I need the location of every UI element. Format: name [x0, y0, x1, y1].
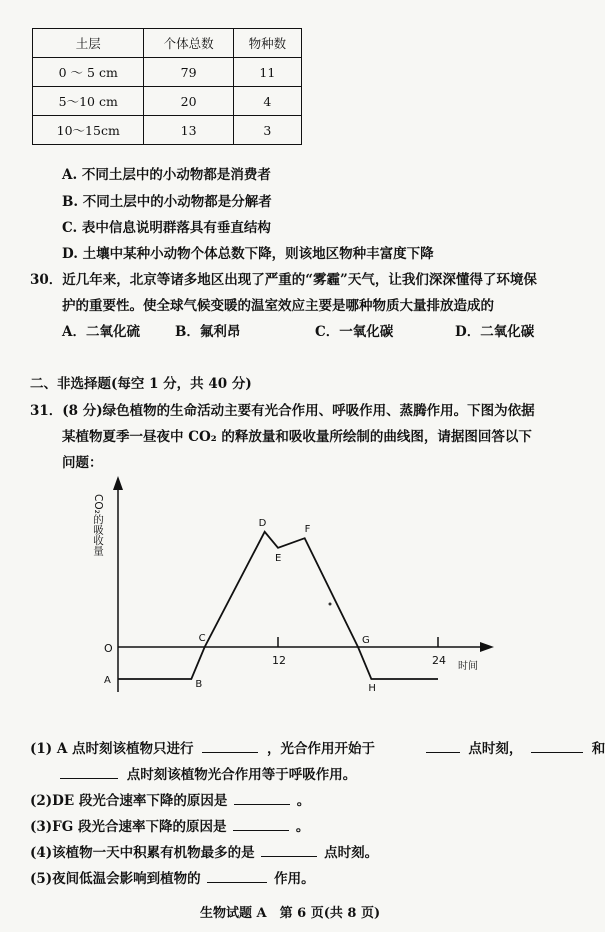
- text: ，光合作用开始于: [266, 741, 375, 757]
- point-label-a: A: [104, 675, 111, 686]
- text: (1) A 点时刻该植物只进行: [30, 741, 194, 757]
- x-tick-label: 12: [272, 654, 286, 667]
- text: 和: [591, 741, 605, 757]
- table-header-row: [33, 29, 302, 58]
- point-label-d: D: [258, 517, 267, 529]
- text: 。: [295, 819, 310, 835]
- table-row: [33, 58, 302, 87]
- point-labels: [104, 518, 376, 694]
- q29-option-c: C. 表中信息说明群落具有垂直结构: [62, 220, 271, 236]
- table-cell: 4: [233, 87, 301, 116]
- q30-option-c: C．一氧化碳: [315, 324, 394, 340]
- q29-option-b: B. 不同土层中的小动物都是分解者: [62, 194, 272, 210]
- answer-blank[interactable]: [60, 766, 118, 779]
- q31-stem-line2: 某植物夏季一昼夜中 CO₂ 的释放量和吸收量所绘制的曲线图，请据图回答以下: [62, 429, 532, 445]
- q30-stem-line1: 30．近几年来，北京等诸多地区出现了严重的“雾霾”天气，让我们深深懂得了环境保: [30, 272, 537, 288]
- text: (2)DE 段光合速率下降的原因是: [30, 793, 228, 809]
- q30-stem-line2: 护的重要性。使全球气候变暖的温室效应主要是哪种物质大量排放造成的: [62, 298, 494, 314]
- q31-stem-line1: 31．(8 分)绿色植物的生命活动主要有光合作用、呼吸作用、蒸腾作用。下图为依据: [30, 403, 535, 419]
- answer-blank[interactable]: [234, 792, 290, 805]
- stray-dot: [329, 603, 332, 606]
- text: (5)夜间低温会影响到植物的: [30, 871, 201, 887]
- text: (4)该植物一天中积累有机物最多的是: [30, 845, 255, 861]
- page-footer: 生物试题 A 第 6 页(共 8 页): [200, 906, 381, 921]
- co2-curve-chart: [0, 470, 600, 710]
- point-label-e: E: [275, 552, 282, 564]
- text: 作用。: [274, 871, 315, 887]
- point-label-h: H: [368, 683, 376, 694]
- q31-sub2: [30, 789, 310, 809]
- y-axis-label: CO₂的吸收量: [92, 494, 104, 556]
- q30-option-b: B．氟利昂: [175, 324, 241, 340]
- point-label-f: F: [304, 524, 311, 536]
- table-cell: 11: [233, 58, 301, 87]
- table-header: 物种数: [233, 29, 301, 58]
- answer-blank[interactable]: [233, 818, 289, 831]
- table-row: [33, 116, 302, 145]
- table-cell: 0 ～ 5 cm: [33, 58, 144, 87]
- x-axis-label: 时间: [458, 661, 478, 672]
- answer-blank[interactable]: [531, 740, 583, 753]
- q31-sub5: [30, 867, 315, 887]
- text: 点时刻该植物光合作用等于呼吸作用。: [126, 767, 357, 783]
- q31-sub1-line2: [60, 763, 356, 783]
- answer-blank[interactable]: [207, 870, 267, 883]
- text: (3)FG 段光合速率下降的原因是: [30, 819, 227, 835]
- q30-option-a: A．二氧化硫: [62, 324, 140, 340]
- q31-sub3: [30, 815, 309, 835]
- y-axis-arrow: [113, 476, 123, 490]
- x-tick-label: 24: [432, 654, 446, 667]
- point-label-g: G: [362, 635, 370, 646]
- text: 。: [296, 793, 311, 809]
- table-header: 个体总数: [144, 29, 233, 58]
- point-label-b: B: [195, 679, 203, 690]
- q29-option-d: D. 土壤中某种小动物个体总数下降，则该地区物种丰富度下降: [62, 246, 434, 262]
- q30-option-d: D．二氧化碳: [455, 324, 535, 340]
- answer-blank[interactable]: [261, 844, 317, 857]
- origin-label: O: [104, 642, 113, 655]
- q31-sub4: [30, 841, 378, 861]
- text: 点时刻。: [324, 845, 379, 861]
- table-row: [33, 87, 302, 116]
- soil-animal-table: [32, 28, 302, 145]
- table-cell: 10～15cm: [33, 116, 144, 145]
- section-title: 二、非选择题(每空 1 分，共 40 分): [30, 376, 252, 392]
- point-label-c: C: [198, 633, 206, 644]
- table-header: 土层: [33, 29, 144, 58]
- table-cell: 13: [144, 116, 233, 145]
- text: 点时刻，: [468, 741, 523, 757]
- q31-sub1-line1: [30, 737, 605, 757]
- table-cell: 79: [144, 58, 233, 87]
- q29-option-a: A. 不同土层中的小动物都是消费者: [62, 167, 271, 183]
- table-cell: 3: [233, 116, 301, 145]
- answer-blank[interactable]: [202, 740, 258, 753]
- x-axis-arrow: [480, 642, 494, 652]
- q31-stem-line3: 问题：: [62, 455, 103, 471]
- table-cell: 5～10 cm: [33, 87, 144, 116]
- answer-blank[interactable]: [426, 740, 460, 753]
- table-cell: 20: [144, 87, 233, 116]
